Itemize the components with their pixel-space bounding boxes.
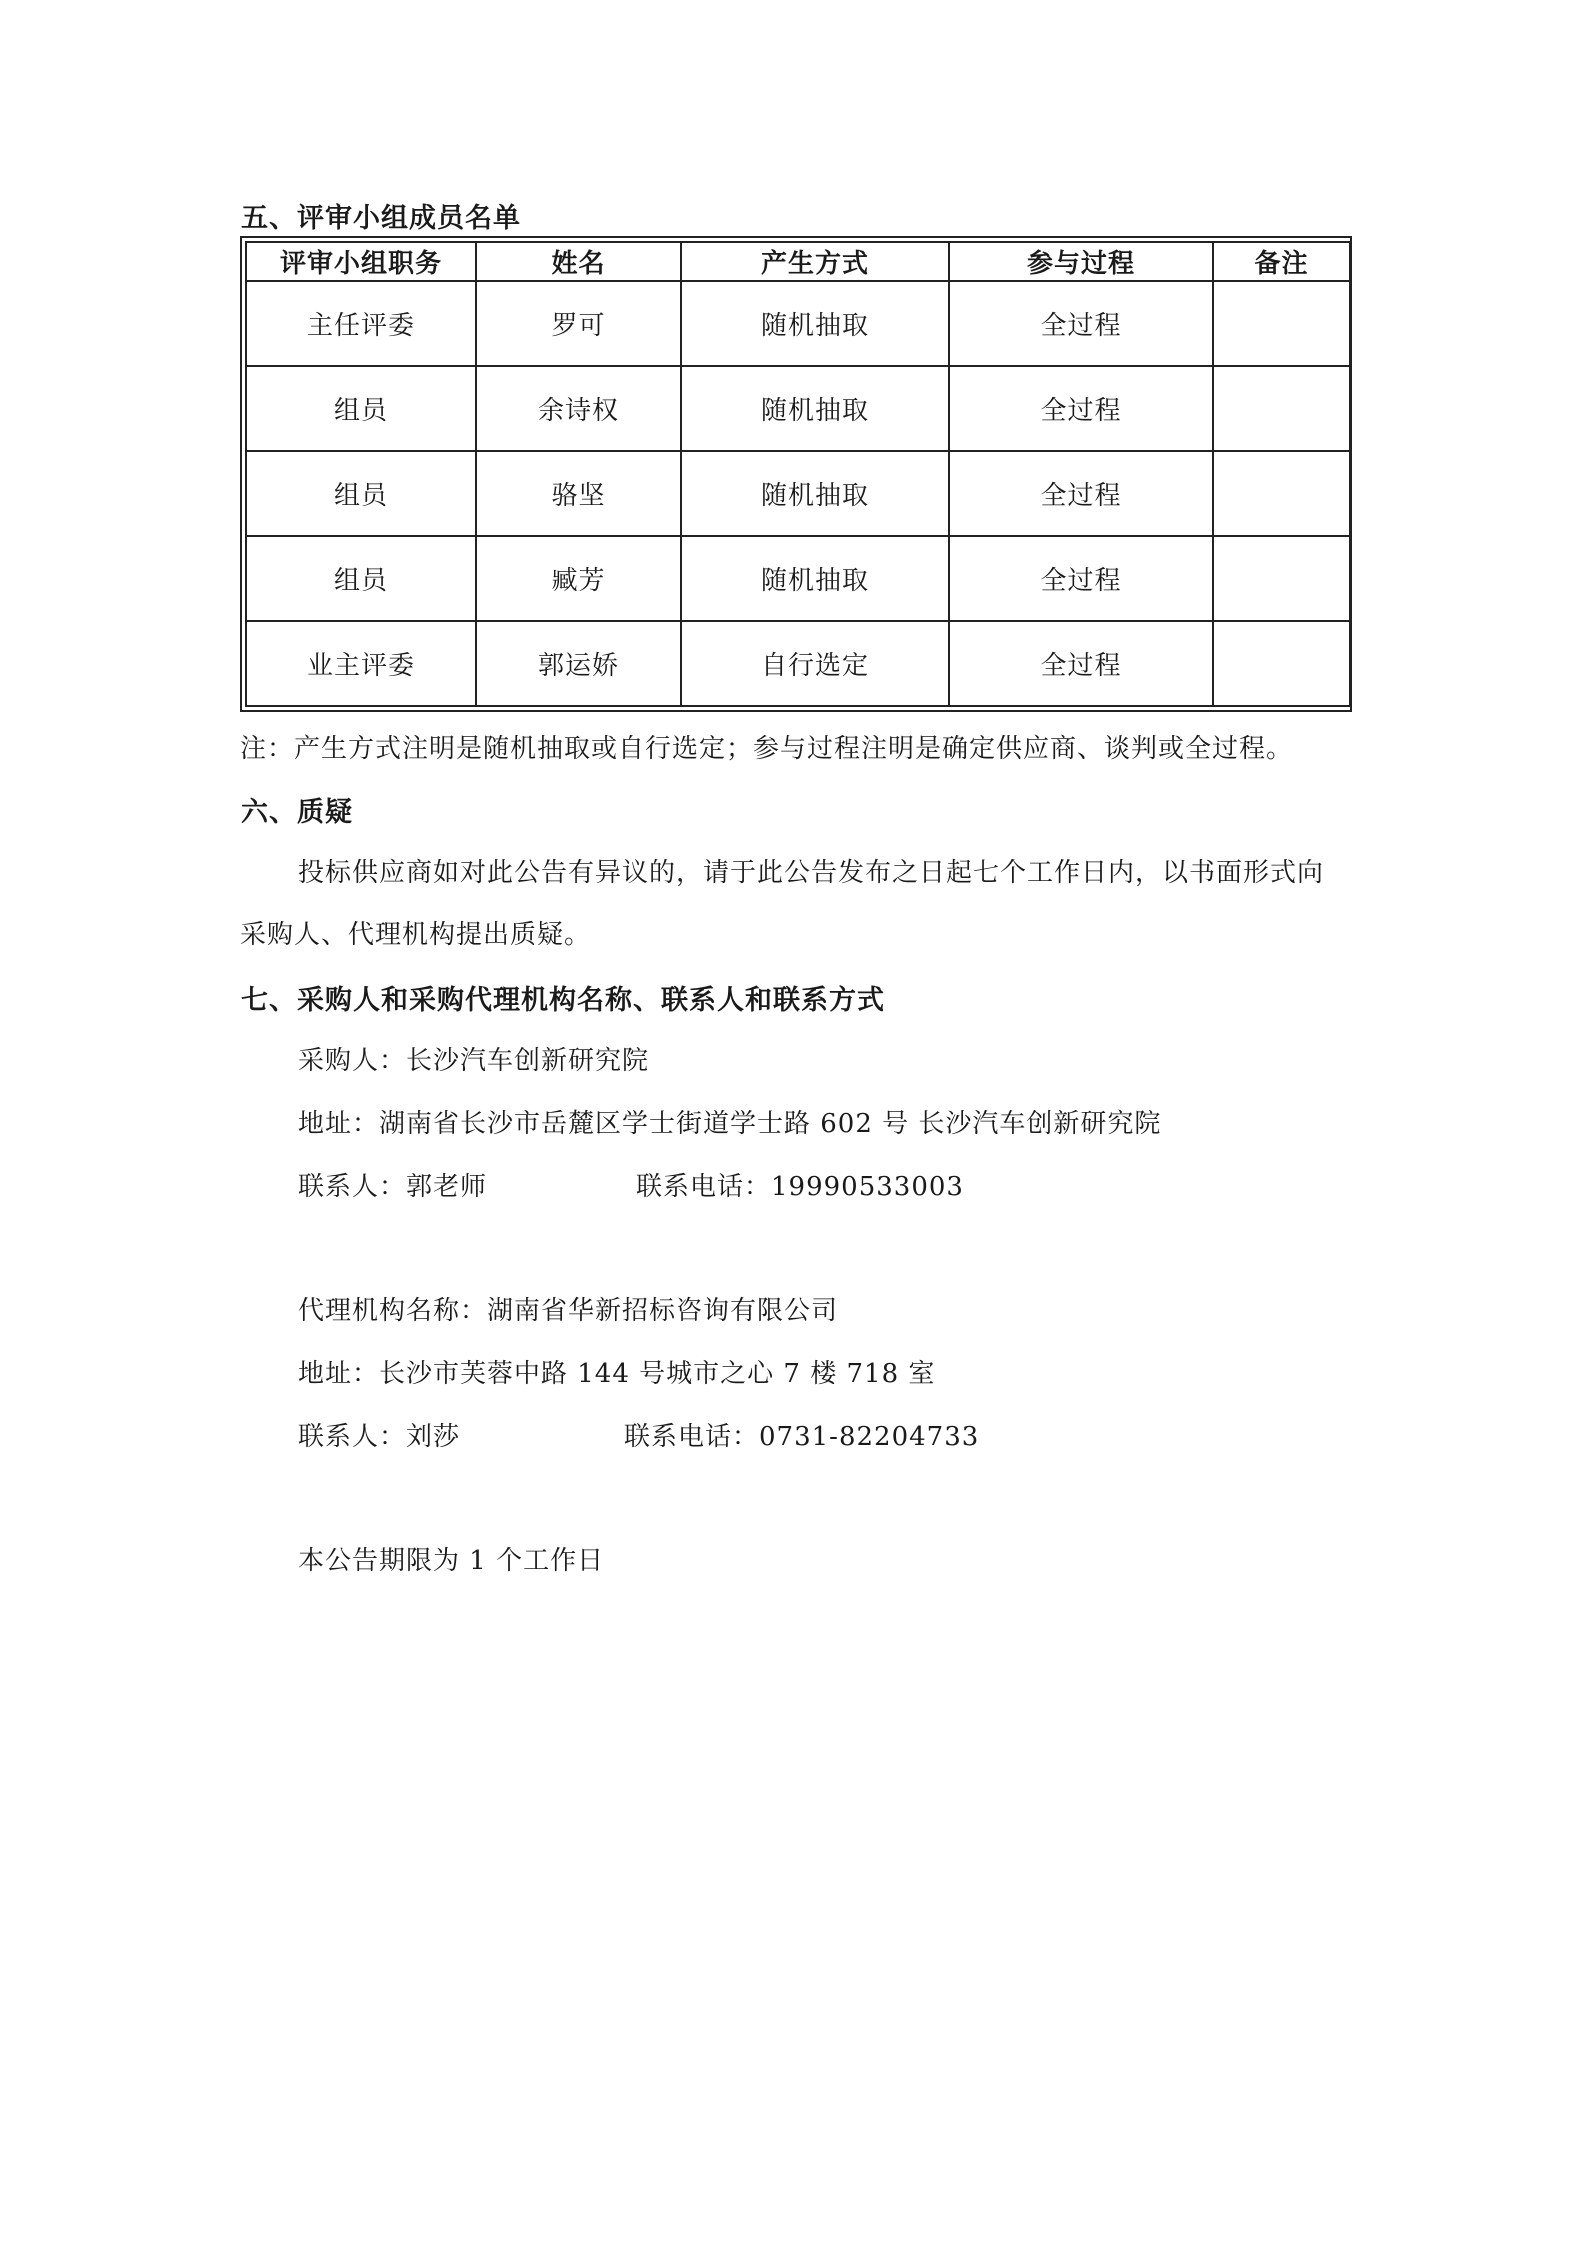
cell-name: 骆坚 xyxy=(476,451,681,536)
table-header-row xyxy=(246,242,1350,281)
cell-role: 主任评委 xyxy=(246,281,476,366)
agency-address: 地址：长沙市芙蓉中路 144 号城市之心 7 楼 718 室 xyxy=(298,1359,936,1389)
cell-name: 郭运娇 xyxy=(476,621,681,706)
objection-paragraph-line-2: 采购人、代理机构提出质疑。 xyxy=(240,920,592,950)
header-role: 评审小组职务 xyxy=(246,242,476,281)
cell-role: 组员 xyxy=(246,451,476,536)
cell-role: 组员 xyxy=(246,536,476,621)
cell-method: 随机抽取 xyxy=(681,281,949,366)
purchaser-name: 采购人：长沙汽车创新研究院 xyxy=(298,1046,650,1076)
table-row xyxy=(246,536,1350,621)
header-method: 产生方式 xyxy=(681,242,949,281)
section-5-heading: 五、评审小组成员名单 xyxy=(241,203,521,234)
table-row xyxy=(246,451,1350,536)
header-participation: 参与过程 xyxy=(949,242,1213,281)
purchaser-phone: 联系电话：19990533003 xyxy=(636,1172,964,1202)
cell-participation: 全过程 xyxy=(949,281,1213,366)
cell-name: 罗可 xyxy=(476,281,681,366)
notice-period: 本公告期限为 1 个工作日 xyxy=(298,1546,605,1576)
cell-role: 业主评委 xyxy=(246,621,476,706)
table-note: 注：产生方式注明是随机抽取或自行选定；参与过程注明是确定供应商、谈判或全过程。 xyxy=(240,734,1294,764)
cell-role: 组员 xyxy=(246,366,476,451)
agency-name: 代理机构名称：湖南省华新招标咨询有限公司 xyxy=(298,1296,839,1326)
purchaser-address: 地址：湖南省长沙市岳麓区学士街道学士路 602 号 长沙汽车创新研究院 xyxy=(298,1109,1162,1139)
cell-remarks xyxy=(1213,451,1350,536)
cell-participation: 全过程 xyxy=(949,621,1213,706)
agency-phone: 联系电话：0731-82204733 xyxy=(624,1422,980,1452)
table-row xyxy=(246,366,1350,451)
cell-remarks xyxy=(1213,281,1350,366)
cell-name: 余诗权 xyxy=(476,366,681,451)
section-6-heading: 六、质疑 xyxy=(241,797,353,828)
agency-contact: 联系人：刘莎 xyxy=(298,1422,461,1452)
cell-remarks xyxy=(1213,366,1350,451)
cell-remarks xyxy=(1213,621,1350,706)
cell-method: 随机抽取 xyxy=(681,366,949,451)
table-row xyxy=(246,281,1350,366)
header-name: 姓名 xyxy=(476,242,681,281)
cell-participation: 全过程 xyxy=(949,536,1213,621)
cell-participation: 全过程 xyxy=(949,366,1213,451)
purchaser-contact: 联系人：郭老师 xyxy=(298,1172,488,1202)
objection-paragraph-line-1: 投标供应商如对此公告有异议的，请于此公告发布之日起七个工作日内，以书面形式向 xyxy=(298,858,1325,888)
cell-remarks xyxy=(1213,536,1350,621)
cell-name: 臧芳 xyxy=(476,536,681,621)
cell-method: 自行选定 xyxy=(681,621,949,706)
cell-participation: 全过程 xyxy=(949,451,1213,536)
header-remarks: 备注 xyxy=(1213,242,1350,281)
review-panel-table-frame xyxy=(240,236,1352,712)
cell-method: 随机抽取 xyxy=(681,536,949,621)
table-row xyxy=(246,621,1350,706)
section-7-heading: 七、采购人和采购代理机构名称、联系人和联系方式 xyxy=(241,985,885,1016)
review-panel-table xyxy=(245,241,1351,707)
cell-method: 随机抽取 xyxy=(681,451,949,536)
